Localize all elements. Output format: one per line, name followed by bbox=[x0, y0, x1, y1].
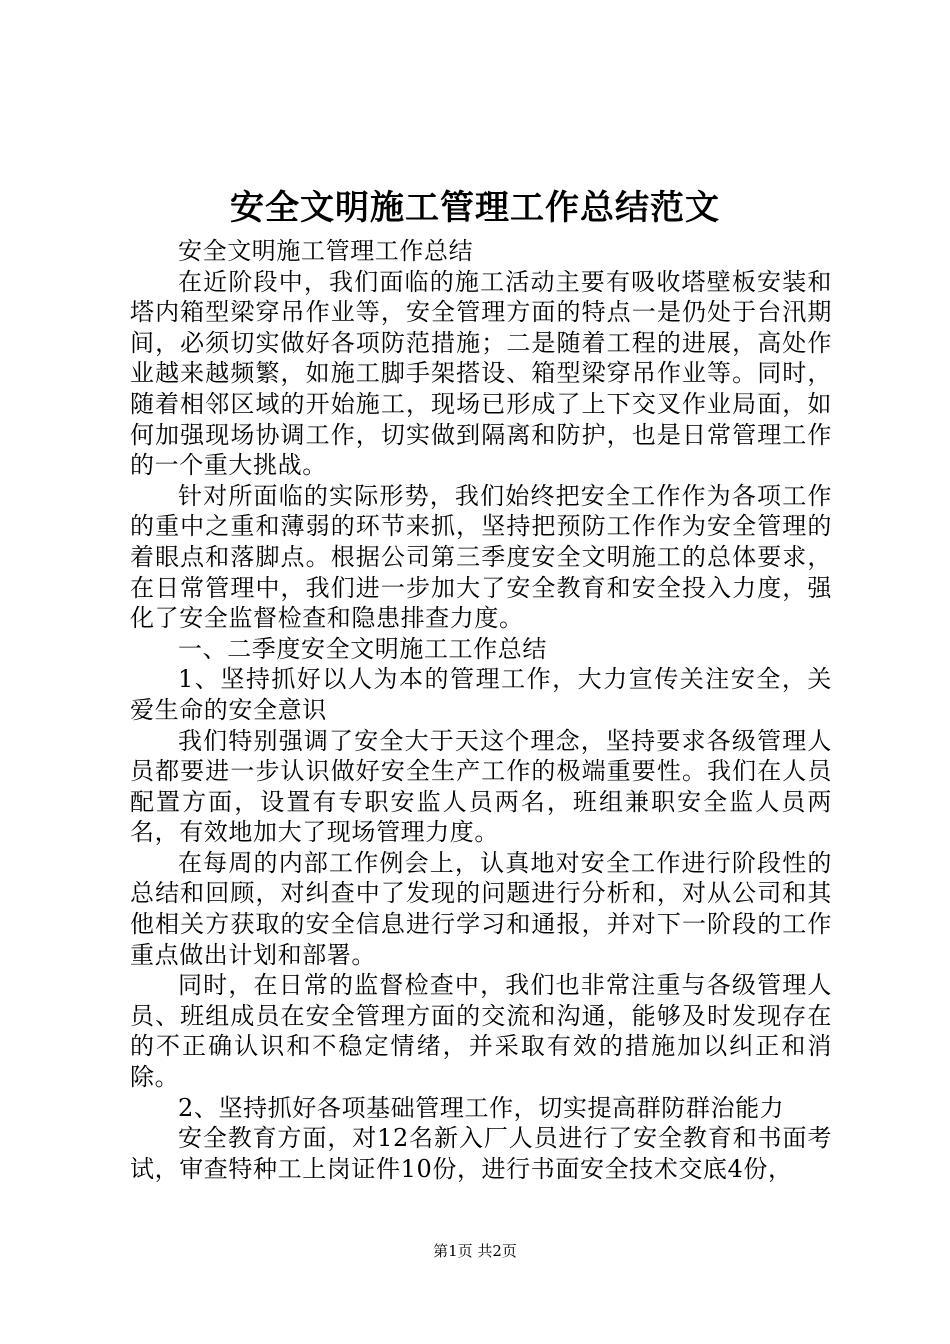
paragraph: 我们特别强调了安全大于天这个理念，坚持要求各级管理人员都要进一步认识做好安全生产工作的极端重要性。我们在人员配置方面，设置有专职安监人员两名，班组兼职安全监人员两名，有效地加大了现场管理力度。 bbox=[130, 726, 832, 847]
paragraph: 同时，在日常的监督检查中，我们也非常注重与各级管理人员、班组成员在安全管理方面的交流和沟通，能够及时发现存在的不正确认识和不稳定情绪，并采取有效的措施加以纠正和消除。 bbox=[130, 971, 832, 1092]
document-title: 安全文明施工管理工作总结范文 bbox=[230, 188, 720, 228]
subsection-heading: 2、坚持抓好各项基础管理工作，切实提高群防群治能力 bbox=[178, 1093, 785, 1122]
page-footer: 第1页 共2页 bbox=[433, 1242, 517, 1260]
section-heading: 一、二季度安全文明施工工作总结 bbox=[178, 634, 547, 663]
paragraph-subtitle: 安全文明施工管理工作总结 bbox=[178, 237, 474, 265]
document-body bbox=[130, 236, 832, 1184]
paragraph: 针对所面临的实际形势，我们始终把安全工作作为各项工作的重中之重和薄弱的环节来抓，坚持把预防工作作为安全管理的着眼点和落脚点。根据公司第三季度安全文明施工的总体要求，在日常管理中，我们进一步加大了安全教育和安全投入力度，强化了安全监督检查和隐患排查力度。 bbox=[130, 481, 832, 633]
paragraph: 安全教育方面，对12名新入厂人员进行了安全教育和书面考试，审查特种工上岗证件10份，进行书面安全技术交底4份， bbox=[130, 1124, 832, 1183]
subsection-heading: 1、坚持抓好以人为本的管理工作，大力宣传关注安全，关爱生命的安全意识 bbox=[130, 665, 832, 724]
paragraph: 在每周的内部工作例会上，认真地对安全工作进行阶段性的总结和回顾，对纠查中了发现的问题进行分析和，对从公司和其他相关方获取的安全信息进行学习和通报，并对下一阶段的工作重点做出计划和部署。 bbox=[130, 848, 832, 969]
paragraph: 在近阶段中，我们面临的施工活动主要有吸收塔壁板安装和塔内箱型梁穿吊作业等，安全管理方面的特点一是仍处于台汛期间，必须切实做好各项防范措施；二是随着工程的进展，高处作业越来越频繁，如施工脚手架搭设、箱型梁穿吊作业等。同时，随着相邻区域的开始施工，现场已形成了上下交叉作业局面，如何加强现场协调工作，切实做到隔离和防护，也是日常管理工作的一个重大挑战。 bbox=[130, 267, 832, 480]
